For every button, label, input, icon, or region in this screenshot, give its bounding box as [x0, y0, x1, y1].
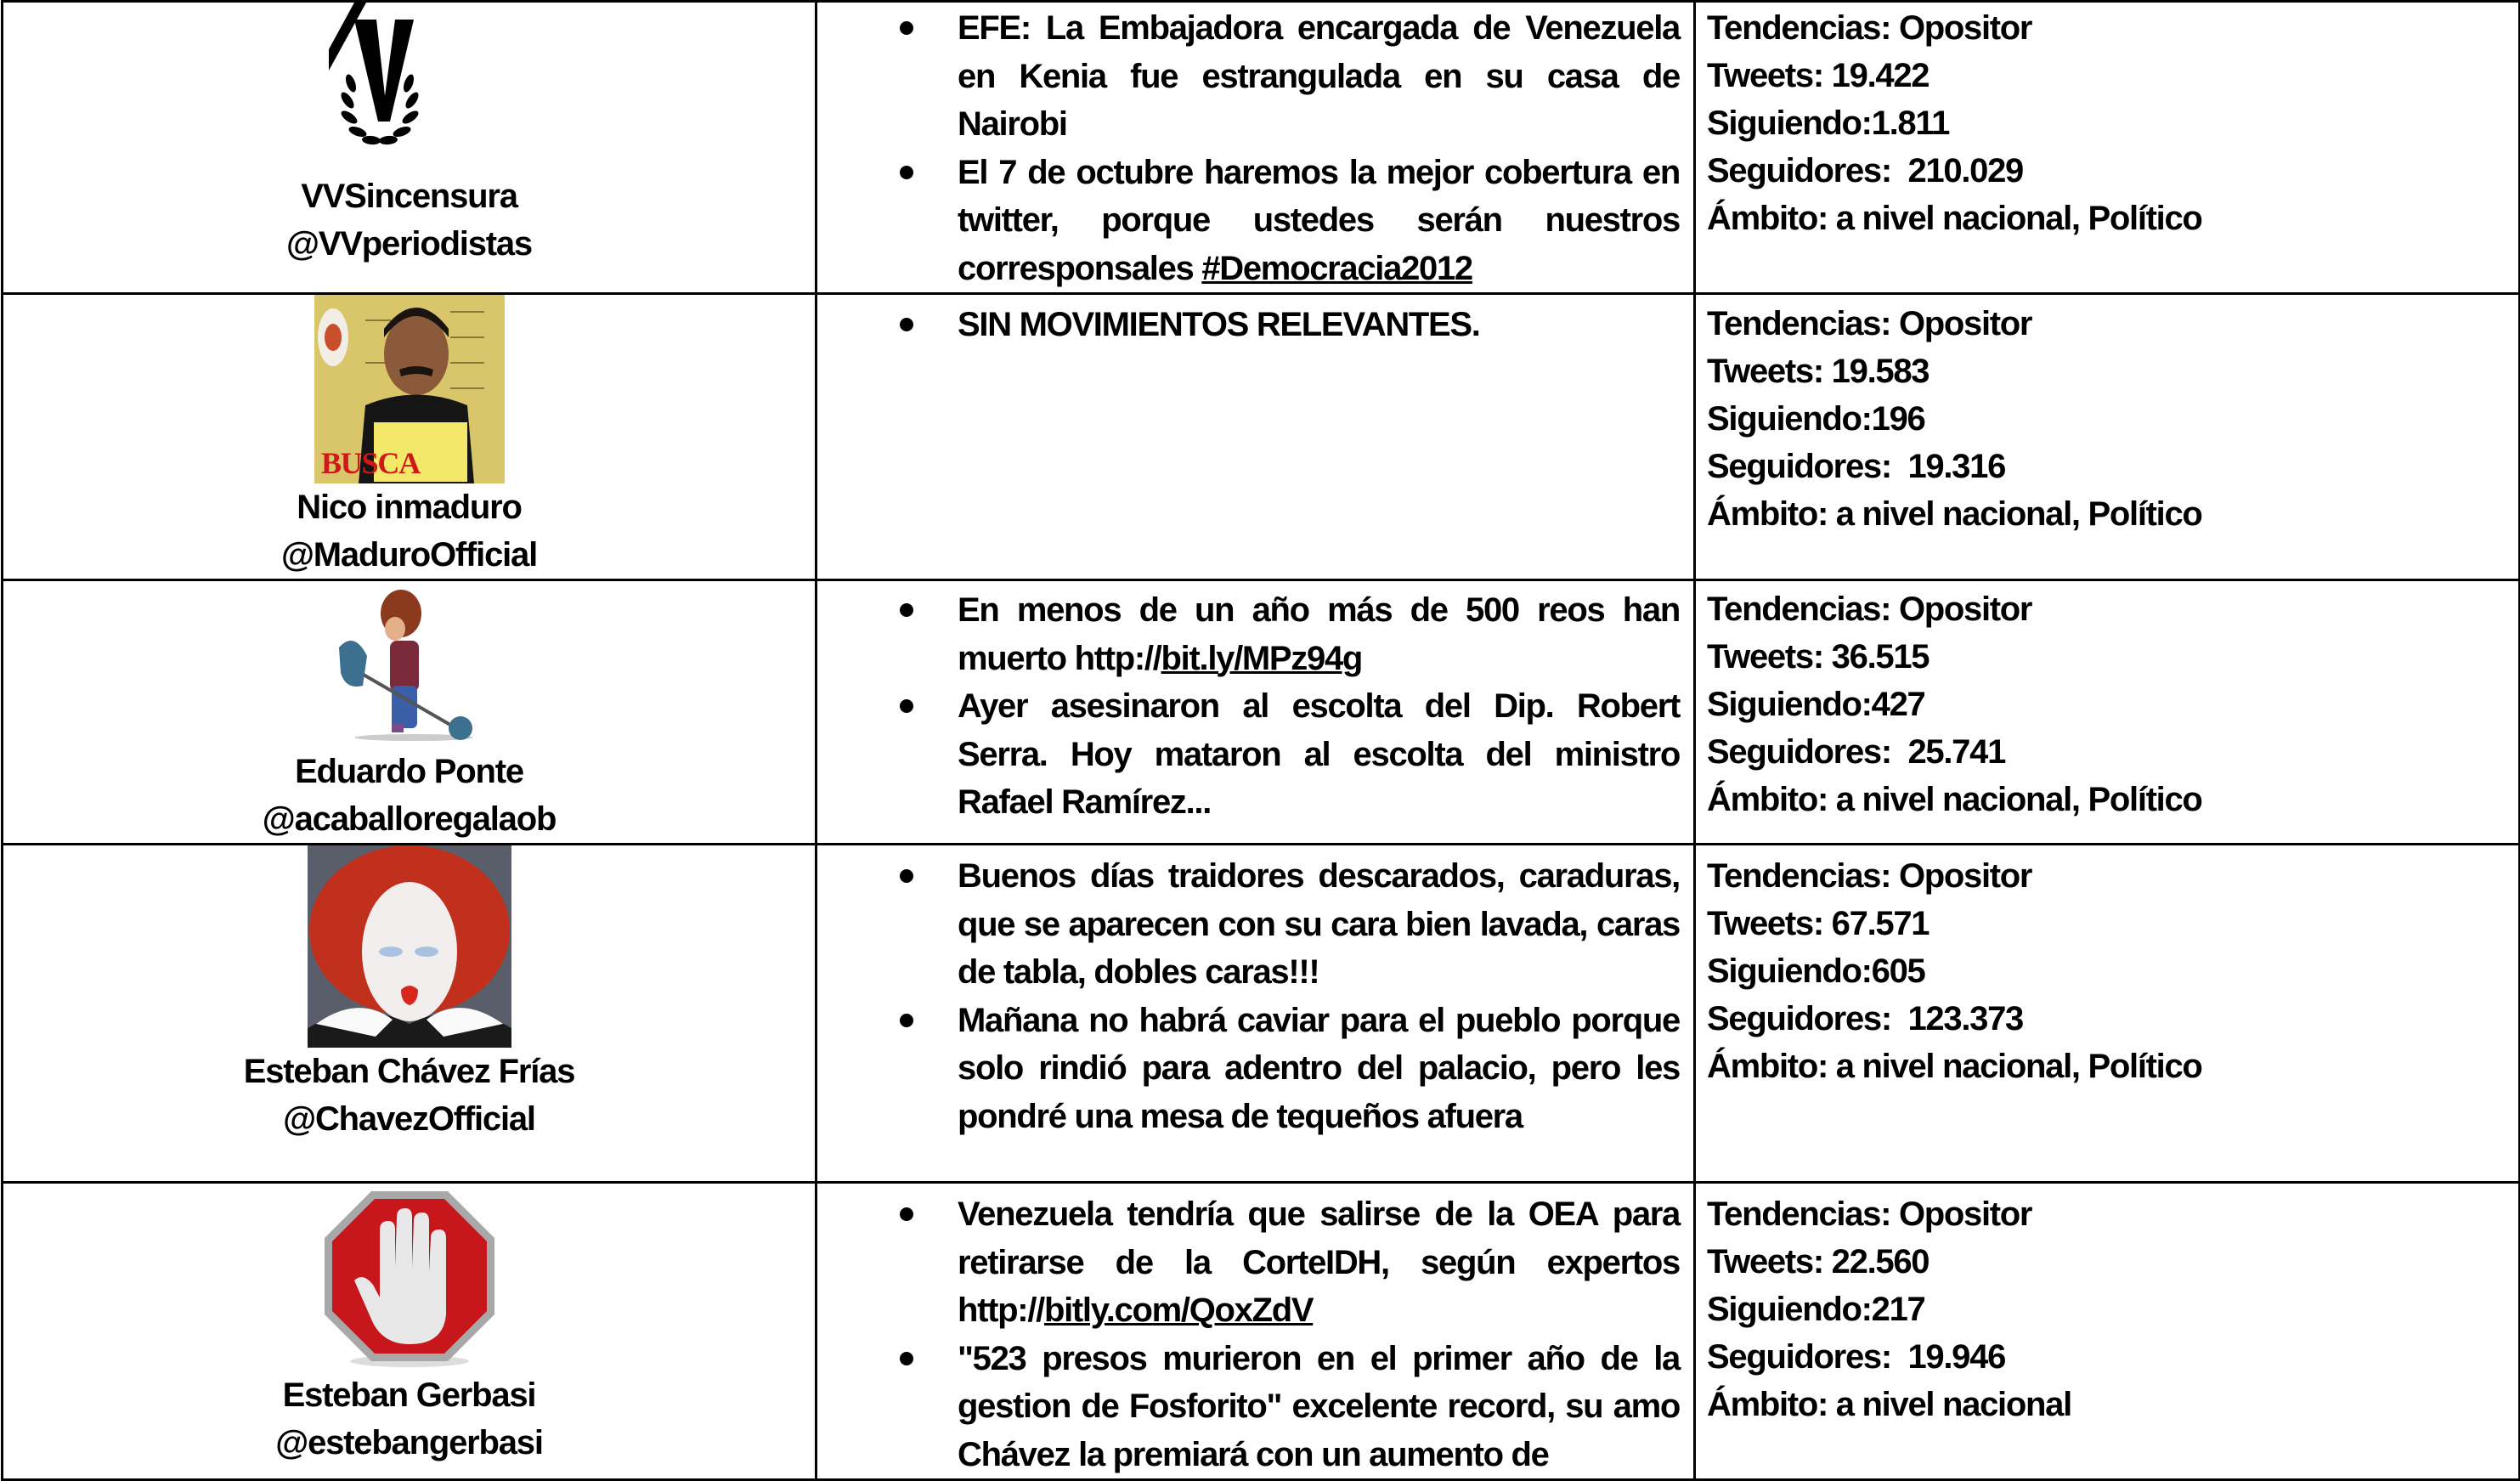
stat-ambito: Ámbito: a nivel nacional, Político: [1707, 1048, 2202, 1085]
stat-siguiendo: Siguiendo:196: [1707, 400, 1925, 438]
bullet-icon: [900, 699, 913, 713]
stat-tweets: Tweets: 19.422: [1707, 57, 1930, 94]
account-handle: @acaballoregalaob: [262, 800, 557, 838]
bullet-icon: [900, 318, 913, 331]
stat-seguidores: Seguidores: 19.316: [1707, 448, 2006, 485]
stats-cell: [1695, 845, 2520, 1183]
post-item: [817, 586, 1693, 682]
post-text: SIN MOVIMIENTOS RELEVANTES.: [958, 306, 1480, 343]
post-item: [817, 301, 1693, 349]
bullet-icon: [900, 21, 913, 35]
account-name: VVSincensura: [301, 178, 517, 215]
url-link[interactable]: bit.ly/MPz94g: [1161, 639, 1363, 677]
post-text: EFE: La Embajadora encargada de Venezuela en Kenia fue estrangulada en su casa de Nairobi: [958, 9, 1680, 143]
stat-seguidores: Seguidores: 210.029: [1707, 152, 2023, 189]
table-row: [3, 2, 2520, 294]
avatar-caption: BUSCA: [320, 446, 420, 480]
stat-tendencias: Tendencias: Opositor: [1707, 591, 2032, 628]
posts-cell: [816, 845, 1695, 1183]
account-handle: @VVperiodistas: [286, 225, 532, 263]
post-item: [817, 4, 1693, 149]
url-link[interactable]: bitly.com/QoxZdV: [1043, 1292, 1314, 1329]
post-text: Venezuela tendría que salirse de la OEA para retirarse de la CorteIDH, según expertos http://: [958, 1196, 1680, 1329]
post-text: Mañana no habrá caviar para el pueblo porque solo rindió para adentro del palacio, pero les pondré una mesa de tequeños afuera: [958, 1001, 1680, 1135]
profile-cell: [3, 2, 816, 294]
post-text: Ayer asesinaron al escolta del Dip. Robert Serra. Hoy mataron al escolta del ministro Rafael Ramírez...: [958, 687, 1680, 821]
bullet-icon: [900, 166, 913, 179]
account-name: Eduardo Ponte: [295, 753, 523, 790]
stat-siguiendo: Siguiendo:1.811: [1707, 105, 1950, 142]
bullet-icon: [900, 603, 913, 617]
table-row: [3, 294, 2520, 580]
posts-list: [817, 295, 1693, 349]
stats-cell: [1695, 580, 2520, 845]
account-handle: @ChavezOfficial: [283, 1100, 535, 1138]
boy-with-hobby-horse-illustration-icon: [329, 588, 490, 741]
stat-siguiendo: Siguiendo:605: [1707, 952, 1925, 990]
stat-ambito: Ámbito: a nivel nacional, Político: [1707, 495, 2202, 533]
stat-tendencias: Tendencias: Opositor: [1707, 305, 2032, 342]
stat-ambito: Ámbito: a nivel nacional, Político: [1707, 200, 2202, 237]
stat-tendencias: Tendencias: Opositor: [1707, 857, 2032, 895]
post-text: El 7 de octubre haremos la mejor cobertura en twitter, porque ustedes serán nuestros corresponsales: [958, 153, 1680, 287]
accounts-table: [1, 0, 2520, 1481]
posts-list: [817, 845, 1693, 1140]
stat-seguidores: Seguidores: 123.373: [1707, 1000, 2023, 1037]
hashtag-link[interactable]: #Democracia2012: [1201, 249, 1472, 287]
post-item: [817, 1335, 1693, 1479]
bullet-icon: [900, 1207, 913, 1221]
stats-cell: [1695, 1183, 2520, 1480]
stat-tweets: Tweets: 36.515: [1707, 638, 1930, 675]
post-item: [817, 852, 1693, 997]
stat-tweets: Tweets: 67.571: [1707, 905, 1930, 942]
black-ribbon-v-laurel-logo-icon: [329, 3, 431, 172]
bullet-icon: [900, 1014, 913, 1027]
account-handle: @MaduroOfficial: [280, 536, 538, 574]
stat-tweets: Tweets: 22.560: [1707, 1243, 1930, 1280]
red-queen-portrait-icon: [308, 845, 511, 1048]
posts-cell: [816, 580, 1695, 845]
posts-list: [817, 1184, 1693, 1478]
stop-hand-sign-icon: [320, 1187, 499, 1370]
stat-ambito: Ámbito: a nivel nacional: [1707, 1386, 2071, 1423]
stats-cell: [1695, 2, 2520, 294]
stat-tendencias: Tendencias: Opositor: [1707, 1196, 2032, 1233]
account-name: Esteban Chávez Frías: [243, 1053, 575, 1090]
bullet-icon: [900, 869, 913, 883]
posts-cell: [816, 294, 1695, 580]
stats-cell: [1695, 294, 2520, 580]
post-item: [817, 682, 1693, 827]
table-row: [3, 1183, 2520, 1480]
mugshot-photo-icon: [314, 295, 505, 483]
posts-list: [817, 581, 1693, 827]
bullet-icon: [900, 1352, 913, 1365]
table-row: [3, 845, 2520, 1183]
profile-cell: [3, 845, 816, 1183]
profile-cell: [3, 294, 816, 580]
stat-seguidores: Seguidores: 25.741: [1707, 733, 2006, 771]
posts-list: [817, 3, 1693, 292]
table-row: [3, 580, 2520, 845]
profile-cell: [3, 580, 816, 845]
account-handle: @estebangerbasi: [275, 1424, 543, 1461]
account-name: Nico inmaduro: [297, 489, 522, 526]
stat-ambito: Ámbito: a nivel nacional, Político: [1707, 781, 2202, 818]
post-item: [817, 149, 1693, 293]
profile-cell: [3, 1183, 816, 1480]
stat-seguidores: Seguidores: 19.946: [1707, 1338, 2006, 1376]
post-text: En menos de un año más de 500 reos han muerto http://: [958, 591, 1680, 677]
posts-cell: [816, 1183, 1695, 1480]
post-item: [817, 997, 1693, 1141]
posts-cell: [816, 2, 1695, 294]
post-text: "523 presos murieron en el primer año de la gestion de Fosforito" excelente record, su amo Chávez la premiará con un aumento de: [958, 1339, 1680, 1473]
post-item: [817, 1190, 1693, 1335]
post-text: Buenos días traidores descarados, caraduras, que se aparecen con su cara bien lavada, caras de tabla, dobles caras!!!: [958, 857, 1680, 991]
stat-tendencias: Tendencias: Opositor: [1707, 9, 2032, 47]
stat-siguiendo: Siguiendo:427: [1707, 686, 1925, 723]
stat-siguiendo: Siguiendo:217: [1707, 1291, 1925, 1328]
stat-tweets: Tweets: 19.583: [1707, 353, 1930, 390]
account-name: Esteban Gerbasi: [282, 1376, 536, 1414]
